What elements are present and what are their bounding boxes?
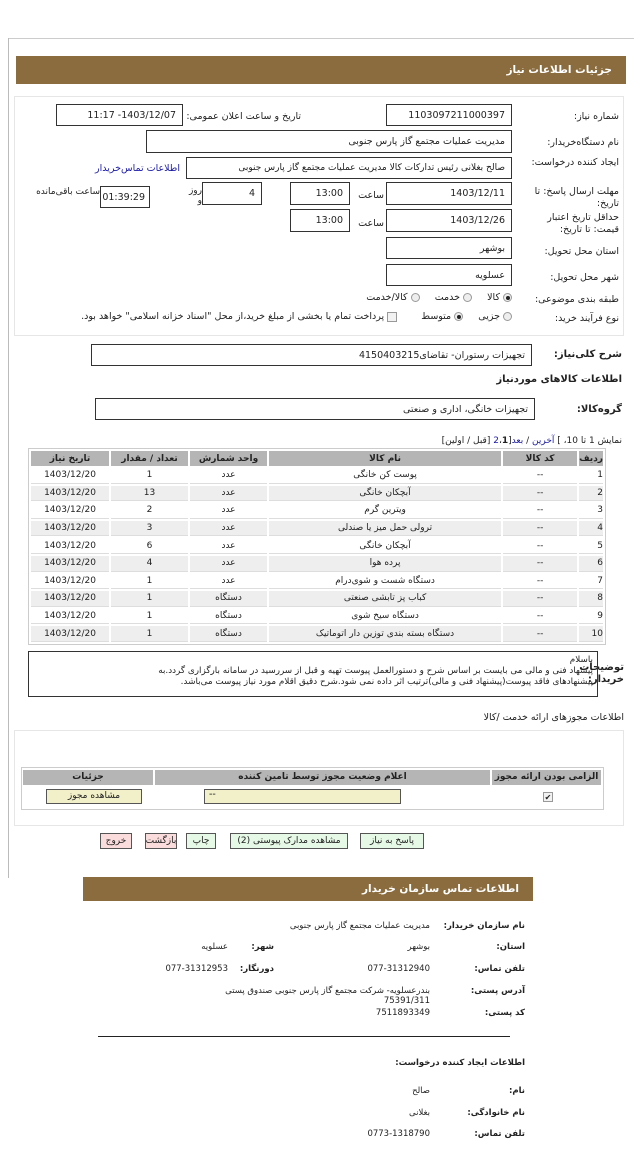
- item-code: --: [503, 538, 577, 554]
- row-number: 5: [579, 538, 603, 554]
- item-name: پرده هوا: [269, 556, 501, 572]
- item-unit: دستگاه: [190, 609, 267, 625]
- row-number: 3: [579, 503, 603, 519]
- item-name: دستگاه شست و شوی‌درام: [269, 574, 501, 590]
- process-label: نوع فرآیند خرید:: [554, 313, 619, 324]
- city-value-contact: عسلویه: [201, 942, 228, 952]
- goods-group-label: گروه‌کالا:: [576, 404, 622, 415]
- deadline-date-field: 1403/12/11: [386, 182, 512, 205]
- category-radio-service[interactable]: [463, 293, 472, 302]
- item-name: ویترین گرم: [269, 503, 501, 519]
- item-name: آبچکان خانگی: [269, 538, 501, 554]
- row-number: 1: [579, 468, 603, 484]
- item-date: 1403/12/20: [31, 574, 109, 590]
- item-code: --: [503, 591, 577, 607]
- pager-page-2[interactable]: 2: [493, 436, 499, 446]
- item-qty: 1: [111, 468, 188, 484]
- item-date: 1403/12/20: [31, 538, 109, 554]
- creator-field: صالح بغلانی رئیس تدارکات کالا مدیریت عملیات مجتمع گاز پارس جنوبی: [186, 157, 512, 179]
- pager-page-1-current: 1: [501, 436, 509, 446]
- item-date: 1403/12/20: [31, 521, 109, 537]
- table-row: [31, 521, 603, 537]
- row-number: 9: [579, 609, 603, 625]
- notes-box: [28, 651, 598, 697]
- item-code: --: [503, 503, 577, 519]
- item-code: --: [503, 521, 577, 537]
- city-label: شهر محل تحویل:: [550, 272, 619, 283]
- item-code: --: [503, 468, 577, 484]
- validity-time-field: 13:00: [290, 209, 350, 232]
- reply-button[interactable]: پاسخ به نیاز: [360, 833, 424, 849]
- goods-table: [29, 449, 605, 644]
- license-col-details: جزئیات: [23, 770, 153, 785]
- deadline-time-field: 13:00: [290, 182, 350, 205]
- item-qty: 1: [111, 591, 188, 607]
- item-unit: عدد: [190, 486, 267, 502]
- announce-field: 1403/12/07- 11:17: [56, 104, 183, 126]
- license-col-required: الزامی بودن ارائه مجوز: [492, 770, 601, 785]
- item-name: دستگاه سیخ شوی: [269, 609, 501, 625]
- category-radio-group: [212, 292, 512, 303]
- row-number: 7: [579, 574, 603, 590]
- license-status-field: --: [204, 789, 401, 804]
- item-date: 1403/12/20: [31, 468, 109, 484]
- creator-phone-label: تلفن تماس:: [474, 1129, 525, 1139]
- province-value-contact: بوشهر: [407, 942, 430, 952]
- exit-button[interactable]: خروج: [100, 833, 132, 849]
- item-unit: عدد: [190, 574, 267, 590]
- contact-divider: [98, 1036, 510, 1037]
- pager-prev-first: [قبل / اولین]: [441, 436, 491, 446]
- item-qty: 1: [111, 574, 188, 590]
- item-name: کباب پز تابشی صنعتی: [269, 591, 501, 607]
- phone-label: تلفن تماس:: [474, 964, 525, 974]
- validity-label: حداقل تاریخ اعتبار قیمت: تا تاریخ:: [547, 212, 619, 235]
- notes-label: توضیحات خریدار:: [579, 662, 624, 685]
- row-number: 4: [579, 521, 603, 537]
- col-date: تاریخ نیاز: [31, 451, 109, 466]
- item-code: --: [503, 556, 577, 572]
- category-radio-both[interactable]: [411, 293, 420, 302]
- item-qty: 1: [111, 626, 188, 642]
- item-date: 1403/12/20: [31, 609, 109, 625]
- address-value: بندرعسلویه- شرکت مجتمع گاز پارس جنوبی صندوق پستی 75391/311: [225, 986, 430, 1006]
- left-border: [8, 38, 9, 878]
- license-table: [21, 767, 604, 810]
- back-button[interactable]: بازگشت: [145, 833, 177, 849]
- need-number-label: شماره نیاز:: [573, 111, 619, 122]
- category-label: طبقه بندی موضوعی:: [534, 294, 619, 305]
- announce-label: تاریخ و ساعت اعلان عمومی:: [186, 111, 301, 122]
- org-label: نام سازمان خریدار:: [443, 921, 525, 931]
- table-row: [31, 538, 603, 554]
- item-unit: عدد: [190, 556, 267, 572]
- item-qty: 13: [111, 486, 188, 502]
- family-label: نام خانوادگی:: [467, 1108, 525, 1118]
- remaining-time-field: 01:39:29: [100, 186, 150, 208]
- contact-title: اطلاعات تماس سازمان خریدار: [362, 883, 519, 895]
- fax-label: دورنگار:: [239, 964, 274, 974]
- item-code: --: [503, 609, 577, 625]
- days-field: 4: [202, 182, 262, 205]
- goods-table-header: [31, 451, 603, 466]
- phone-value: 077-31312940: [367, 964, 430, 974]
- table-row: [31, 486, 603, 502]
- item-date: 1403/12/20: [31, 626, 109, 642]
- pager-next-link[interactable]: بعد: [511, 436, 524, 446]
- notes-line: پیشنهادهای فاقد پیوست(پیشنهاد فنی و مالی)ترتیب اثر داده نمی شود.شرح دقیق اقلام مورد نیاز پیوست می‌باشد.: [180, 677, 593, 687]
- remaining-label: ساعت باقی‌مانده: [36, 187, 100, 197]
- fax-value: 077-31312953: [165, 964, 228, 974]
- col-qty: تعداد / مقدار: [111, 451, 188, 466]
- category-option-goods: کالا: [487, 292, 500, 303]
- province-label: استان محل تحویل:: [544, 246, 619, 257]
- item-unit: دستگاه: [190, 591, 267, 607]
- buyer-field: مدیریت عملیات مجتمع گاز پارس جنوبی: [146, 130, 512, 153]
- item-name: ترولی حمل میز یا صندلی: [269, 521, 501, 537]
- name-label: نام:: [508, 1086, 525, 1096]
- row-number: 2: [579, 486, 603, 502]
- table-row: [31, 468, 603, 484]
- postal-label: کد پستی:: [484, 1008, 525, 1018]
- org-value: مدیریت عملیات مجتمع گاز پارس جنوبی: [289, 921, 430, 931]
- item-qty: 4: [111, 556, 188, 572]
- creator-label: ایجاد کننده درخواست:: [531, 157, 619, 168]
- treasury-note: پرداخت تمام یا بخشی از مبلغ خرید،از محل "اسناد خزانه اسلامی" خواهد بود.: [81, 311, 385, 322]
- row-number: 8: [579, 591, 603, 607]
- table-row: [31, 574, 603, 590]
- summary-field: تجهیزات رستوران- تقاضای4150403215: [91, 344, 532, 366]
- col-unit: واحد شمارش: [190, 451, 267, 466]
- print-button[interactable]: چاپ: [186, 833, 216, 849]
- item-qty: 6: [111, 538, 188, 554]
- summary-label: شرح کلی‌نیاز:: [553, 349, 622, 360]
- license-col-status: اعلام وضعیت مجوز توسط تامین کننده: [155, 770, 490, 785]
- view-license-button[interactable]: مشاهده مجوز: [46, 789, 142, 804]
- goods-section-title: اطلاعات کالاهای موردنیاز: [496, 374, 622, 385]
- buyer-contact-link[interactable]: اطلاعات تماس‌خریدار: [95, 163, 180, 174]
- process-radio-minor[interactable]: [503, 312, 512, 321]
- category-radio-goods[interactable]: [503, 293, 512, 302]
- postal-value: 7511893349: [375, 1008, 430, 1018]
- buyer-label: نام دستگاه‌خریدار:: [547, 137, 619, 148]
- item-code: --: [503, 574, 577, 590]
- item-unit: عدد: [190, 468, 267, 484]
- col-code: کد کالا: [503, 451, 577, 466]
- process-radio-medium[interactable]: [454, 312, 463, 321]
- creator-phone-value: 0773-1318790: [367, 1129, 430, 1139]
- province-field: بوشهر: [386, 237, 512, 259]
- category-option-both: کالا/خدمت: [366, 292, 408, 303]
- item-name: پوست کن خانگی: [269, 468, 501, 484]
- category-option-service: خدمت: [434, 292, 460, 303]
- family-value: بغلانی: [409, 1108, 430, 1118]
- notes-line: باسلام: [569, 655, 593, 665]
- deadline-time-label: ساعت: [358, 190, 384, 201]
- table-row: [31, 626, 603, 642]
- deadline-label: مهلت ارسال پاسخ: تا تاریخ:: [534, 186, 619, 209]
- item-qty: 1: [111, 609, 188, 625]
- need-number-field: 1103097211000397: [386, 104, 512, 126]
- table-row: [31, 609, 603, 625]
- goods-table-wrap: [28, 448, 606, 645]
- process-option-medium: متوسط: [421, 311, 452, 322]
- treasury-checkbox[interactable]: [387, 312, 397, 322]
- process-option-minor: جزیی: [478, 311, 500, 322]
- row-number: 6: [579, 556, 603, 572]
- col-row: ردیف: [579, 451, 603, 466]
- item-unit: عدد: [190, 521, 267, 537]
- days-label: روز و: [188, 186, 202, 206]
- city-label-contact: شهر:: [251, 942, 274, 952]
- item-date: 1403/12/20: [31, 486, 109, 502]
- item-date: 1403/12/20: [31, 556, 109, 572]
- notes-line: پیشهاد فنی و مالی می بایست بر اساس شرح و دستورالعمل پیوست تهیه و قبل از سررسید در سامانه بارگزاری گردد.به: [158, 666, 593, 676]
- row-number: 10: [579, 626, 603, 642]
- name-value: صالح: [412, 1086, 430, 1096]
- province-label-contact: استان:: [496, 942, 525, 952]
- attachments-button[interactable]: مشاهده مدارک پیوستی (2): [230, 833, 348, 849]
- address-label: آدرس پستی:: [470, 986, 525, 996]
- license-required-checkbox[interactable]: ✔: [544, 793, 552, 802]
- item-name: آبچکان خانگی: [269, 486, 501, 502]
- item-qty: 2: [111, 503, 188, 519]
- table-row: [31, 503, 603, 519]
- item-unit: عدد: [190, 503, 267, 519]
- item-unit: عدد: [190, 538, 267, 554]
- license-section-title: اطلاعات مجوزهای ارائه خدمت /کالا: [483, 712, 624, 723]
- top-divider: [8, 38, 634, 39]
- item-qty: 3: [111, 521, 188, 537]
- validity-time-label: ساعت: [358, 218, 384, 229]
- item-date: 1403/12/20: [31, 591, 109, 607]
- pager-range: نمایش 1 تا 10، ]: [557, 436, 622, 446]
- col-name: نام کالا: [269, 451, 501, 466]
- item-name: دستگاه بسته بندی توزین دار اتوماتیک: [269, 626, 501, 642]
- goods-group-field: تجهیزات خانگی، اداری و صنعتی: [95, 398, 535, 420]
- item-unit: دستگاه: [190, 626, 267, 642]
- item-code: --: [503, 626, 577, 642]
- table-row: [31, 591, 603, 607]
- pagination: نمایش 1 تا 10، ] آخرین / بعد[2،1 [قبل / اولین]: [441, 436, 622, 446]
- process-radio-group: [12, 311, 512, 322]
- table-row: [31, 556, 603, 572]
- page-title-bar: [16, 56, 626, 84]
- item-date: 1403/12/20: [31, 503, 109, 519]
- validity-date-field: 1403/12/26: [386, 209, 512, 232]
- contact-title-bar: [83, 877, 533, 901]
- page-title: جزئیات اطلاعات نیاز: [506, 64, 612, 76]
- creator-info-title: اطلاعات ایجاد کننده درخواست:: [395, 1058, 525, 1068]
- city-field: عسلویه: [386, 264, 512, 286]
- item-code: --: [503, 486, 577, 502]
- pager-last-link[interactable]: آخرین: [532, 436, 555, 446]
